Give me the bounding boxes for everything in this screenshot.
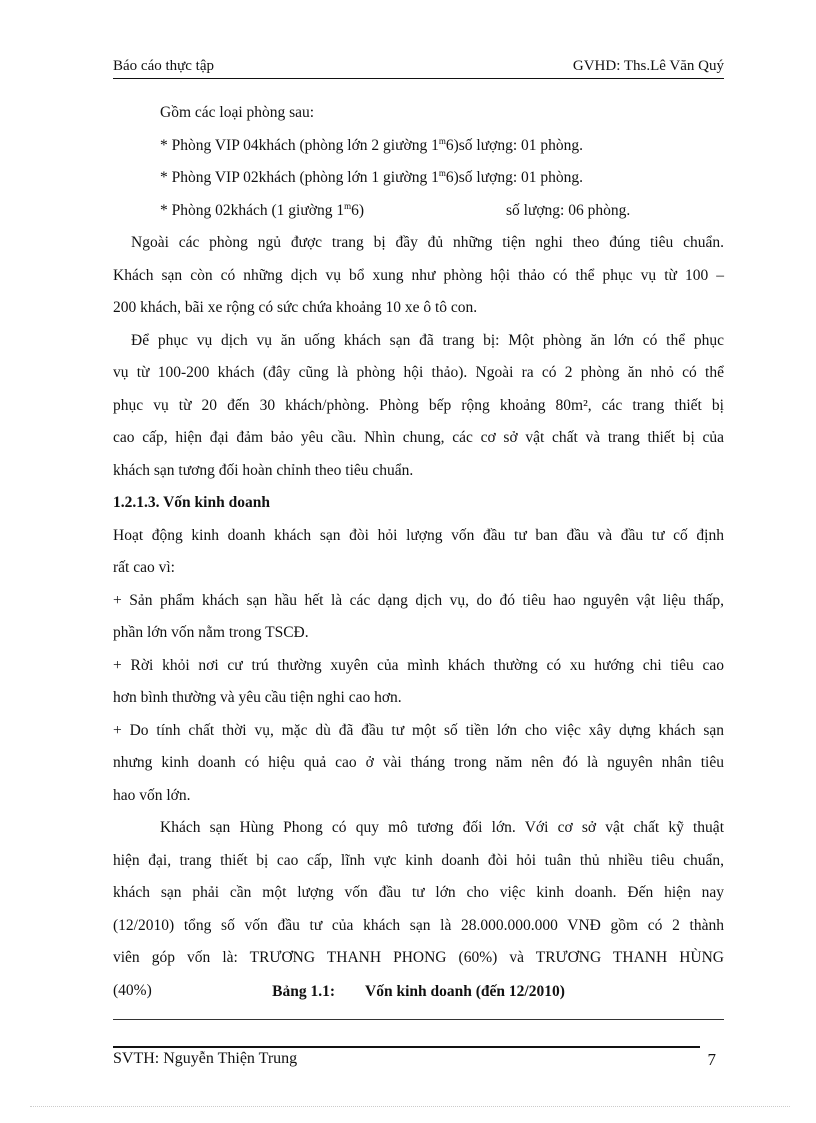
table-top-border (113, 1019, 724, 1020)
header-advisor: GVHD: Ths.Lê Văn Quý (572, 58, 724, 74)
footer-student: SVTH: Nguyễn Thiện Trung (113, 1050, 298, 1067)
paragraph-line: cao cấp, hiện đại đảm bảo yêu cầu. Nhìn chung, các cơ sở vật chất và trang thiết bị của (113, 429, 724, 446)
paragraph-line: (12/2010) tổng số vốn đầu tư của khách sạn là 28.000.000.000 VNĐ gồm có 2 thành (113, 916, 724, 934)
page-edge-divider (30, 1106, 790, 1107)
paragraph-line: vụ từ 100-200 khách (đây cũng là phòng hội thảo). Ngoài ra có 2 phòng ăn nhỏ có thể (113, 364, 724, 381)
room-item: * Phòng VIP 02khách (phòng lớn 1 giường 1$^m$6)số lượng: 01 phòng. (160, 168, 583, 186)
paragraph-line: 200 khách, bãi xe rộng có sức chứa khoảng 10 xe ô tô con. (113, 299, 478, 316)
paragraph-line: Hoạt động kinh doanh khách sạn đòi hỏi lượng vốn đầu tư ban đầu và đầu tư cố định (113, 526, 724, 544)
paragraph-line: khách sạn phải cần một lượng vốn đầu tư lớn cho việc kinh doanh. Đến hiện nay (113, 884, 724, 901)
table-title: Vốn kinh doanh (đến 12/2010) (365, 983, 565, 1000)
page-header (113, 54, 724, 79)
room-quantity: số lượng: 06 phòng. (506, 201, 631, 219)
paragraph-line: + Do tính chất thời vụ, mặc dù đã đầu tư một số tiền lớn cho việc xây dựng khách sạn (113, 721, 724, 739)
page-number: 7 (707, 1050, 716, 1069)
footer-divider (113, 1046, 700, 1048)
rooms-intro: Gồm các loại phòng sau: (160, 104, 315, 121)
paragraph-line: hơn bình thường và yêu cầu tiện nghi cao hơn. (113, 689, 402, 706)
paragraph-line: + Rời khỏi nơi cư trú thường xuyên của mình khách thường có xu hướng chi tiêu cao (113, 656, 724, 674)
paragraph-line: Để phục vụ dịch vụ ăn uống khách sạn đã trang bị: Một phòng ăn lớn có thể phục (131, 331, 724, 349)
table-label: Bảng 1.1: (272, 983, 336, 1000)
room-item: * Phòng 02khách (1 giường 1$^m$6) số lượng: 06 phòng. (113, 195, 724, 228)
paragraph-line: (40%) (113, 981, 152, 999)
body-text (113, 97, 724, 1007)
paragraph-line: phục vụ từ 20 đến 30 khách/phòng. Phòng bếp rộng khoảng 80m², các trang thiết bị (113, 396, 724, 414)
section-heading: 1.2.1.3. Vốn kinh doanh (113, 494, 270, 511)
paragraph-line: + Sản phẩm khách sạn hầu hết là các dạng dịch vụ, do đó tiêu hao nguyên vật liệu thấp, (113, 591, 724, 609)
paragraph-line: hao vốn lớn. (113, 786, 191, 804)
paragraph-line: Khách sạn còn có những dịch vụ bổ xung như phòng hội thảo có thể phục vụ từ 100 – (113, 266, 724, 284)
paragraph-line: nhưng kinh doanh có hiệu quả cao ở vài tháng trong năm nên đó là nguyên nhân tiêu (113, 754, 724, 771)
table-caption (113, 983, 724, 1001)
paragraph-line: khách sạn tương đối hoàn chỉnh theo tiêu chuẩn. (113, 461, 414, 479)
paragraph-line: hiện đại, trang thiết bị cao cấp, lĩnh vực kinh doanh đòi hỏi tuân thủ nhiều tiêu chuẩn, (113, 851, 724, 869)
room-item: * Phòng VIP 04khách (phòng lớn 2 giường 1$^m$6)số lượng: 01 phòng. (160, 135, 583, 154)
header-report-title: Báo cáo thực tập (113, 58, 215, 74)
paragraph-line: rất cao vì: (113, 559, 175, 576)
paragraph-line: Ngoài các phòng ngủ được trang bị đầy đủ những tiện nghi theo đúng tiêu chuẩn. (131, 234, 724, 251)
paragraph-line: viên góp vốn là: TRƯƠNG THANH PHONG (60%) và TRƯƠNG THANH HÙNG (113, 949, 724, 966)
paragraph-line: Khách sạn Hùng Phong có quy mô tương đối lớn. Với cơ sở vật chất kỹ thuật (160, 819, 724, 836)
paragraph-line: phần lớn vốn nằm trong TSCĐ. (113, 624, 309, 641)
